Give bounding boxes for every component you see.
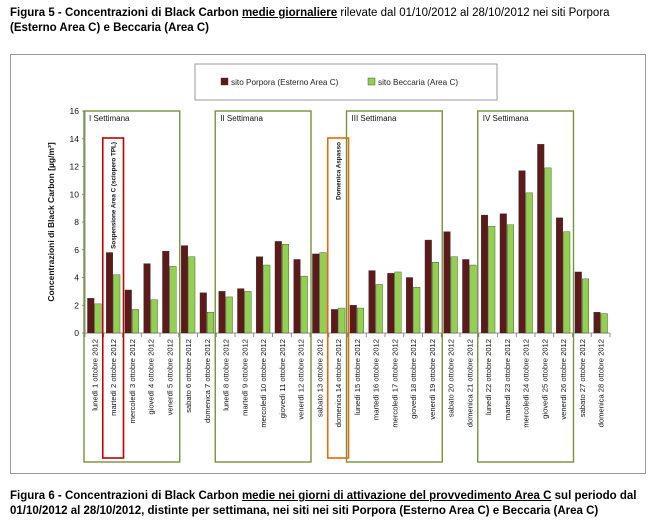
caption-text: Figura 6 - Concentrazioni di Black Carbon <box>10 490 242 502</box>
bar <box>507 225 514 333</box>
annotation-label: Domenica Aspasso <box>335 142 343 200</box>
caption-underlined: medie nei giorni di attivazione del provvedimento Area C <box>241 490 552 502</box>
x-tick-label: giovedì 4 ottobre 2012 <box>146 339 156 415</box>
x-tick-label: lunedì 1 ottobre 2012 <box>90 339 100 411</box>
bar <box>237 289 244 333</box>
x-tick-label: lunedì 22 ottobre 2012 <box>484 339 494 416</box>
bar <box>350 305 357 333</box>
y-tick-label: 8 <box>74 217 79 227</box>
week-label: IV Settimana <box>482 114 529 123</box>
bar <box>144 264 151 333</box>
bar <box>312 254 319 333</box>
bar <box>294 259 301 333</box>
bar <box>395 272 402 333</box>
y-tick-label: 14 <box>69 133 79 144</box>
bar <box>488 226 495 333</box>
x-tick-label: mercoledì 17 ottobre 2012 <box>390 339 400 428</box>
figure-6-caption <box>10 489 650 519</box>
y-tick-label: 2 <box>74 300 79 311</box>
x-tick-label: sabato 20 ottobre 2012 <box>446 339 456 418</box>
y-tick-label: 6 <box>74 244 79 255</box>
x-tick-label: giovedì 25 ottobre 2012 <box>540 339 550 419</box>
bar <box>320 253 327 333</box>
bar <box>545 168 552 333</box>
bar <box>282 244 289 333</box>
bar <box>526 193 533 333</box>
bar <box>376 284 383 333</box>
legend-swatch <box>368 78 375 85</box>
caption-text: rilevate dal 01/10/2012 al 28/10/2012 nei siti Porpora <box>337 7 610 19</box>
caption-text: (Esterno Area C) e Beccaria (Area C) <box>10 22 209 34</box>
bar <box>594 312 601 333</box>
y-tick-label: 4 <box>74 272 79 283</box>
bar <box>219 291 226 333</box>
bar <box>537 144 544 333</box>
x-tick-label: mercoledì 10 ottobre 2012 <box>259 339 269 428</box>
bar <box>500 214 507 333</box>
bar <box>95 304 102 333</box>
bar <box>481 215 488 333</box>
bar <box>125 290 132 333</box>
bar <box>406 278 413 334</box>
legend-label: sito Porpora (Esterno Area C) <box>231 78 339 87</box>
caption-text: Figura 5 - Concentrazioni di Black Carbon <box>10 7 242 19</box>
caption-underlined: medie giornaliere <box>241 7 338 19</box>
y-tick-label: 0 <box>74 328 79 338</box>
bar <box>170 266 177 333</box>
bar <box>601 314 608 333</box>
x-tick-label: sabato 6 ottobre 2012 <box>184 339 194 413</box>
y-tick-label: 10 <box>69 189 79 200</box>
legend-label: sito Beccaria (Area C) <box>378 78 459 87</box>
x-tick-label: giovedì 11 ottobre 2012 <box>277 339 287 419</box>
x-tick-label: sabato 27 ottobre 2012 <box>577 339 587 418</box>
bar <box>275 241 282 333</box>
bar <box>387 273 394 333</box>
x-tick-label: martedì 23 ottobre 2012 <box>502 339 512 421</box>
x-tick-label: venerdì 5 ottobre 2012 <box>165 339 175 416</box>
y-tick-label: 12 <box>69 161 79 172</box>
bar <box>413 287 420 333</box>
bar <box>331 309 338 333</box>
bar <box>245 291 252 333</box>
annotation-label: Sospensione Area C (sciopero TPL) <box>110 142 118 249</box>
bar <box>301 276 308 333</box>
x-tick-label: martedì 16 ottobre 2012 <box>371 339 381 421</box>
bar <box>132 309 139 333</box>
bar <box>113 275 120 333</box>
x-tick-label: venerdì 19 ottobre 2012 <box>427 339 437 420</box>
y-tick-label: 16 <box>69 106 79 116</box>
y-axis-label: Concentrazioni di Black Carbon [µg/m³] <box>46 142 56 302</box>
week-label: II Settimana <box>220 114 263 123</box>
bar <box>470 265 477 333</box>
bar <box>425 240 432 333</box>
x-tick-label: martedì 2 ottobre 2012 <box>109 339 119 416</box>
bar <box>432 262 439 333</box>
bar <box>263 265 270 333</box>
x-tick-label: mercoledì 24 ottobre 2012 <box>521 339 531 428</box>
bar <box>451 257 458 333</box>
legend-swatch <box>221 78 228 85</box>
caption-text: sul periodo dal <box>551 490 637 502</box>
bar <box>181 246 188 333</box>
bar <box>106 253 113 333</box>
bar <box>188 257 195 333</box>
bar <box>444 232 451 333</box>
bar <box>519 171 526 333</box>
bar <box>226 297 233 333</box>
x-tick-label: mercoledì 3 ottobre 2012 <box>127 339 137 424</box>
bar <box>338 308 345 333</box>
bar <box>256 257 263 333</box>
bar <box>200 293 207 333</box>
bar <box>575 272 582 333</box>
x-tick-label: venerdì 12 ottobre 2012 <box>296 339 306 420</box>
week-label: I Settimana <box>89 114 130 123</box>
bar <box>87 298 94 333</box>
x-tick-label: domenica 28 ottobre 2012 <box>596 339 606 428</box>
x-tick-label: domenica 14 ottobre 2012 <box>334 339 344 428</box>
bar <box>582 279 589 333</box>
bar <box>162 251 169 333</box>
week-label: III Settimana <box>351 114 397 123</box>
x-tick-label: lunedì 8 ottobre 2012 <box>221 339 231 411</box>
x-tick-label: sabato 13 ottobre 2012 <box>315 339 325 418</box>
bar <box>556 218 563 333</box>
bar <box>462 259 469 333</box>
x-tick-label: giovedì 18 ottobre 2012 <box>409 339 419 419</box>
caption-text: 01/10/2012 al 28/10/2012, distinte per settimana, nei siti nei siti Porpora (Esterno Area C) e Beccaria (Area C) <box>10 505 599 517</box>
x-tick-label: domenica 21 ottobre 2012 <box>465 339 475 428</box>
bar <box>207 312 214 333</box>
bar <box>563 232 570 333</box>
bar <box>369 271 376 333</box>
bar <box>357 308 364 333</box>
x-tick-label: martedì 9 ottobre 2012 <box>240 339 250 416</box>
x-tick-label: lunedì 15 ottobre 2012 <box>352 339 362 416</box>
x-tick-label: domenica 7 ottobre 2012 <box>202 339 212 424</box>
bar <box>151 300 158 333</box>
x-tick-label: venerdì 26 ottobre 2012 <box>559 339 569 420</box>
